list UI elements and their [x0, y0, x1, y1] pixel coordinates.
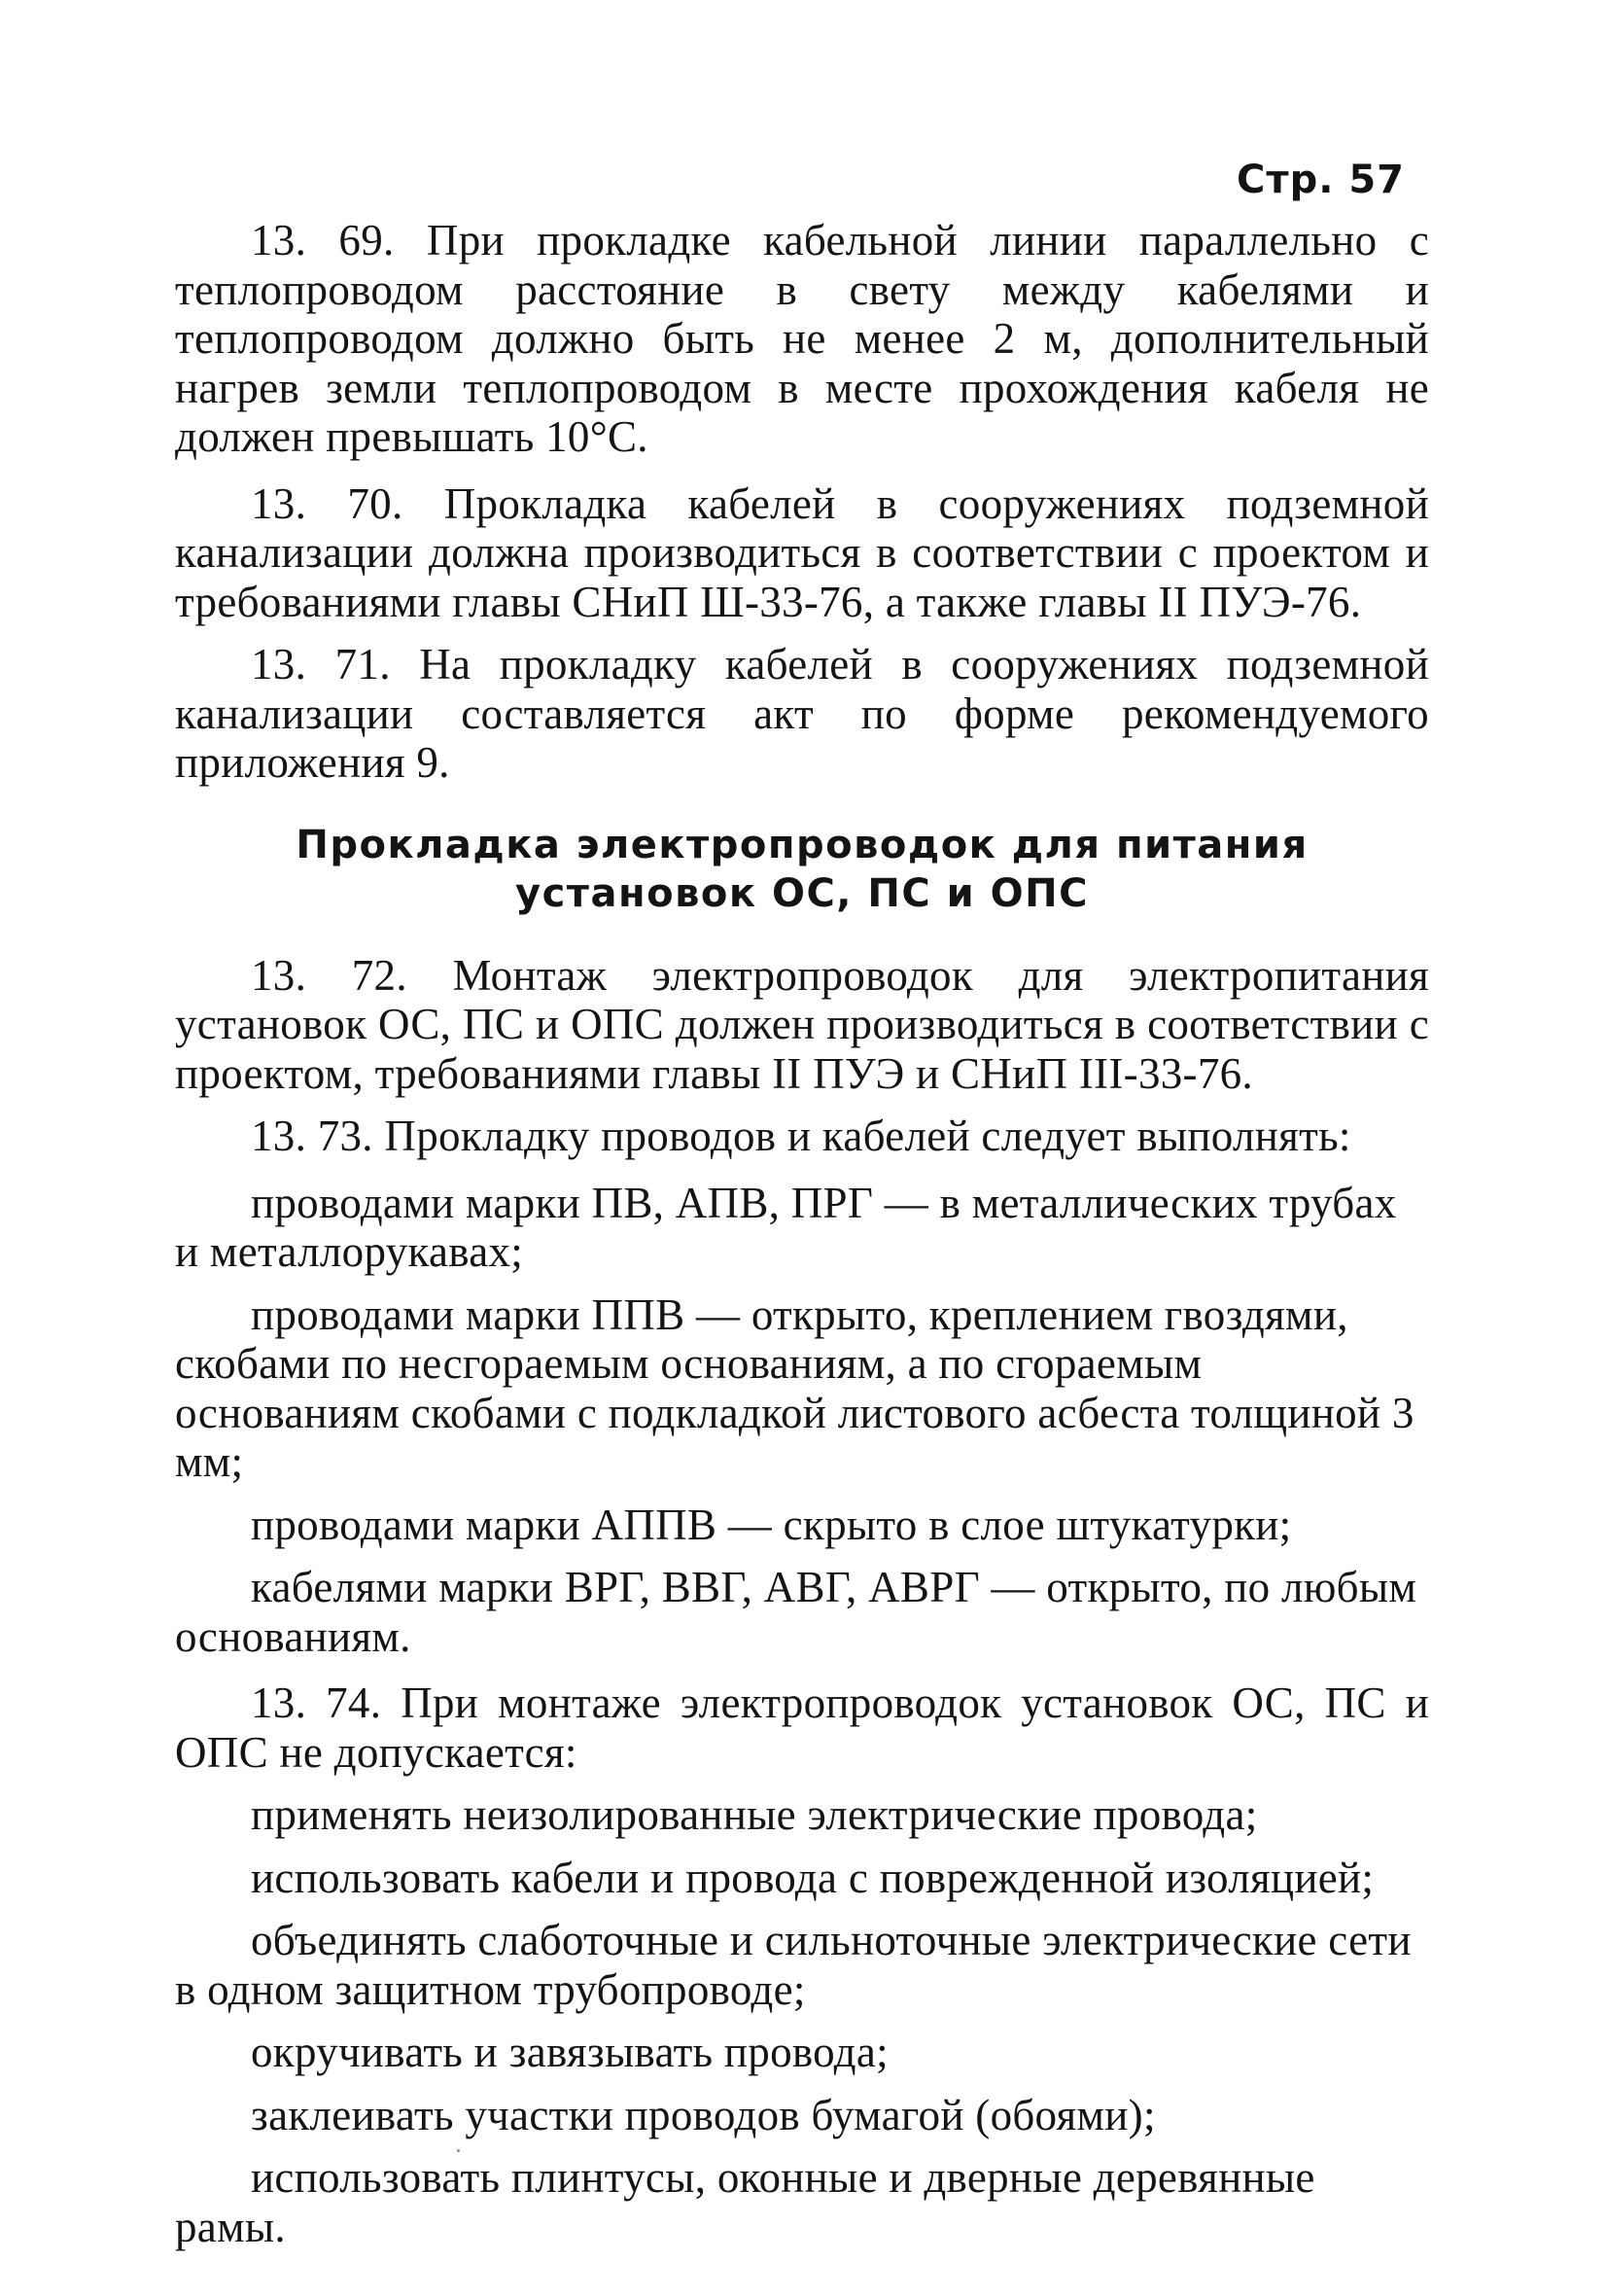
paragraph-13-70 [175, 479, 1429, 627]
list-item: объединять слаботочные и сильноточные электрические сети в одном защитном трубопроводе; [175, 1916, 1412, 2014]
list-item: использовать кабели и провода с поврежденной изоляцией; [251, 1853, 1375, 1902]
paragraph-13-71 [175, 640, 1429, 788]
section-heading [175, 821, 1429, 918]
paragraph-number: 13. 73. [251, 1112, 373, 1160]
section-heading-line-1: Прокладка электропроводок для питания [296, 822, 1309, 867]
paragraph-text: При прокладке кабельной линии параллельно с теплопроводом расстояние в свету между кабелями и теплопроводом должно быть не менее 2 м, дополнительный нагрев земли теплопроводом в месте прохождения кабеля не должен превышать 10°С. [175, 216, 1429, 461]
list-item: окручивать и завязывать провода; [251, 2028, 889, 2076]
paragraph-13-74 [175, 1678, 1429, 1777]
list-item: проводами марки ПВ, АПВ, ПРГ — в металлических трубах и металлорукавах; [175, 1178, 1397, 1276]
list-item: использовать плинтусы, оконные и дверные деревянные рамы. [175, 2153, 1315, 2251]
paragraph-text: При монтаже электропроводок установок ОС, ПС и ОПС не допускается: [175, 1678, 1429, 1777]
paragraph-number: 13. 71. [251, 640, 391, 689]
list-item: кабелями марки ВРГ, ВВГ, АВГ, АВРГ — открыто, по любым основаниям. [175, 1563, 1417, 1661]
scan-speck [457, 2149, 460, 2152]
paragraph-text: Монтаж электропроводок для электропитания установок ОС, ПС и ОПС должен производиться в соответствии с проектом, требованиями главы II ПУЭ и СНиП III-33-76. [175, 950, 1429, 1098]
paragraph-13-73 [175, 1112, 1429, 1161]
paragraph-13-72 [175, 951, 1429, 1099]
paragraph-text: Прокладку проводов и кабелей следует выполнять: [384, 1112, 1351, 1160]
paragraph-number: 13. 70. [251, 478, 403, 528]
paragraph-number: 13. 69. [251, 216, 395, 265]
paragraph-number: 13. 72. [251, 950, 407, 1000]
list-item: применять неизолированные электрические провода; [251, 1790, 1258, 1839]
document-body [175, 216, 1429, 2251]
paragraph-text: Прокладка кабелей в сооружениях подземной канализации должна производиться в соответствии с проектом и требованиями главы СНиП Ш-33-76, а также главы II ПУЭ-76. [175, 478, 1429, 626]
section-heading-line-2: установок ОС, ПС и ОПС [515, 870, 1089, 916]
paragraph-13-69 [175, 216, 1429, 462]
list-item: проводами марки ППВ — открыто, креплением гвоздями, скобами по несгораемым основаниям, а по сгораемым основаниям скобами с подкладкой листового асбеста толщиной 3 мм; [175, 1289, 1415, 1486]
page-number: Стр. 57 [1237, 158, 1405, 202]
paragraph-number: 13. 74. [251, 1678, 382, 1727]
paragraph-text: На прокладку кабелей в сооружениях подземной канализации составляется акт по форме рекомендуемого приложения 9. [175, 640, 1429, 787]
list-item: проводами марки АППВ — скрыто в слое штукатурки; [251, 1500, 1292, 1549]
list-item: заклеивать участки проводов бумагой (обоями); [251, 2090, 1156, 2139]
